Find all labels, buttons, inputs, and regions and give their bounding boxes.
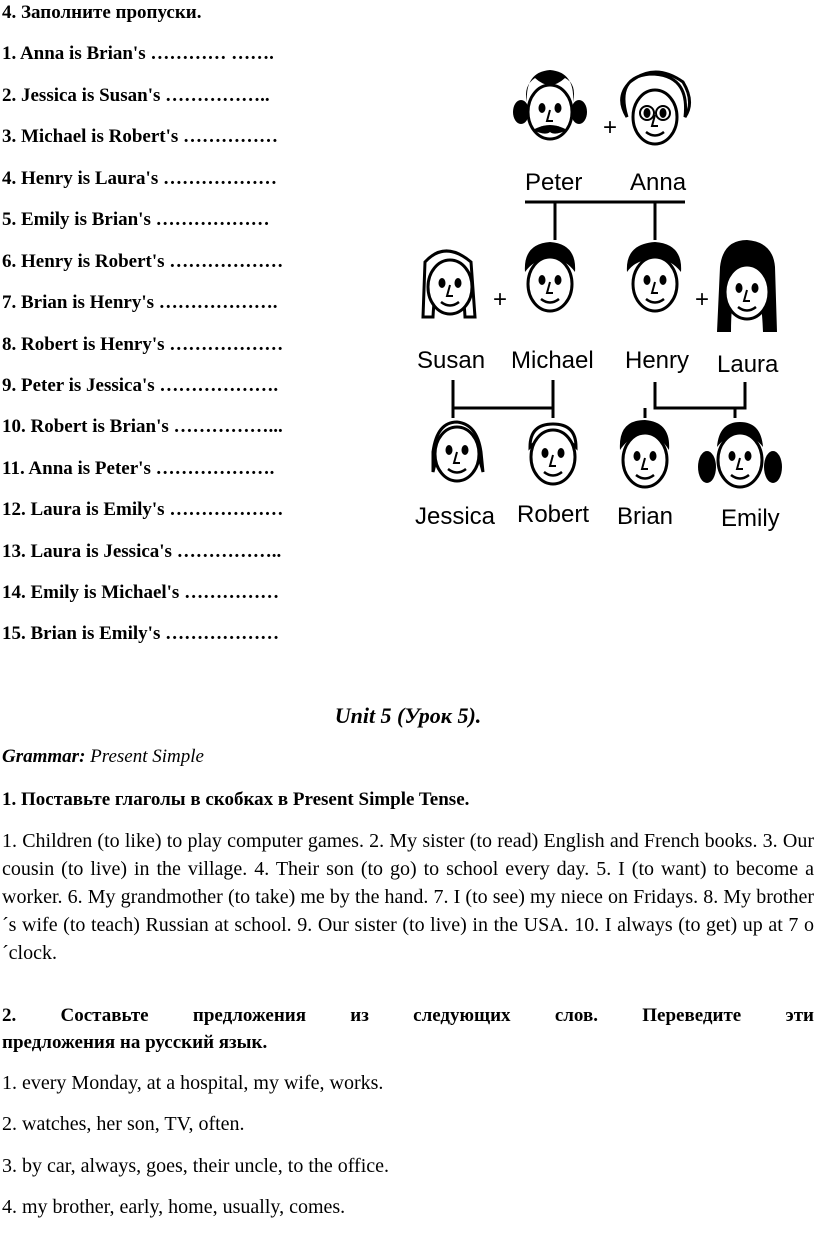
list-item: 13. Laura is Jessica's …………….. bbox=[2, 541, 282, 562]
list-item: 4. my brother, early, home, usually, comes. bbox=[2, 1196, 346, 1218]
list-item: 6. Henry is Robert's ……………… bbox=[2, 251, 284, 272]
michael-portrait bbox=[525, 242, 575, 311]
list-item: 2. Jessica is Susan's …………….. bbox=[2, 85, 270, 106]
emily-portrait bbox=[698, 422, 782, 487]
list-item: 1. Anna is Brian's ………… ……. bbox=[2, 43, 274, 64]
list-item: 1. every Monday, at a hospital, my wife, works. bbox=[2, 1072, 384, 1094]
list-item: 14. Emily is Michael's …………… bbox=[2, 582, 280, 603]
exercise-heading: 4. Заполните пропуски. bbox=[2, 2, 202, 23]
family-tree-illustration bbox=[405, 62, 805, 542]
list-item: 11. Anna is Peter's ………………. bbox=[2, 458, 275, 479]
name-label: Henry bbox=[625, 347, 690, 374]
name-label: Robert bbox=[517, 501, 590, 528]
task1-text: 1. Children (to like) to play computer games. 2. My sister (to read) English and French books. 3. Our cousin (to live) in the village. 4. Their son (to go) to school every day. 5. I (to want) to become a worker. 6. My grandmother (to take) me by the hand. 7. I (to see) my niece on Fridays. 8. My brother´s wife (to teach) Russian at school. 9. Our sister (to live) in the USA. 10. I always (to get) up at 7 o´clock. bbox=[2, 830, 814, 964]
peter-portrait bbox=[513, 70, 587, 139]
list-item: 3. by car, always, goes, their uncle, to the office. bbox=[2, 1155, 390, 1177]
unit-title: Unit 5 (Урок 5). bbox=[334, 703, 482, 728]
list-item: 10. Robert is Brian's ……………... bbox=[2, 416, 283, 437]
list-item: 5. Emily is Brian's ……………… bbox=[2, 209, 270, 230]
list-item: 15. Brian is Emily's ……………… bbox=[2, 623, 280, 644]
name-label: Susan bbox=[417, 347, 486, 374]
task2-heading-line1: 2. Составьте предложения из следующих слов. Переведите эти bbox=[2, 1005, 814, 1026]
grammar-label: Grammar: bbox=[2, 746, 86, 767]
name-label: Emily bbox=[721, 505, 780, 532]
task2-heading-line2: предложения на русский язык. bbox=[2, 1032, 268, 1053]
henry-portrait bbox=[627, 242, 681, 311]
robert-portrait bbox=[530, 424, 576, 484]
name-label: Michael bbox=[511, 347, 594, 374]
list-item: 9. Peter is Jessica's ………………. bbox=[2, 375, 279, 396]
plus-sign: + bbox=[695, 286, 710, 313]
list-item: 8. Robert is Henry's ……………… bbox=[2, 334, 284, 355]
name-label: Brian bbox=[617, 503, 674, 530]
laura-portrait bbox=[717, 240, 777, 332]
plus-sign: + bbox=[493, 286, 508, 313]
jessica-portrait bbox=[433, 422, 483, 481]
brian-portrait bbox=[620, 420, 669, 487]
name-label: Anna bbox=[630, 169, 687, 196]
name-label: Jessica bbox=[415, 503, 496, 530]
name-label: Laura bbox=[717, 351, 779, 378]
name-label: Peter bbox=[525, 169, 583, 196]
list-item: 4. Henry is Laura's ……………… bbox=[2, 168, 277, 189]
list-item: 2. watches, her son, TV, often. bbox=[2, 1113, 245, 1135]
list-item: 12. Laura is Emily's ……………… bbox=[2, 499, 284, 520]
list-item: 7. Brian is Henry's ………………. bbox=[2, 292, 278, 313]
susan-portrait bbox=[423, 251, 475, 317]
grammar-line bbox=[2, 746, 204, 768]
anna-portrait bbox=[622, 72, 690, 144]
task1-heading: 1. Поставьте глаголы в скобках в Present Simple Tense. bbox=[2, 789, 470, 810]
plus-sign: + bbox=[603, 114, 618, 141]
list-item: 3. Michael is Robert's …………… bbox=[2, 126, 279, 147]
grammar-topic: Present Simple bbox=[85, 746, 204, 767]
